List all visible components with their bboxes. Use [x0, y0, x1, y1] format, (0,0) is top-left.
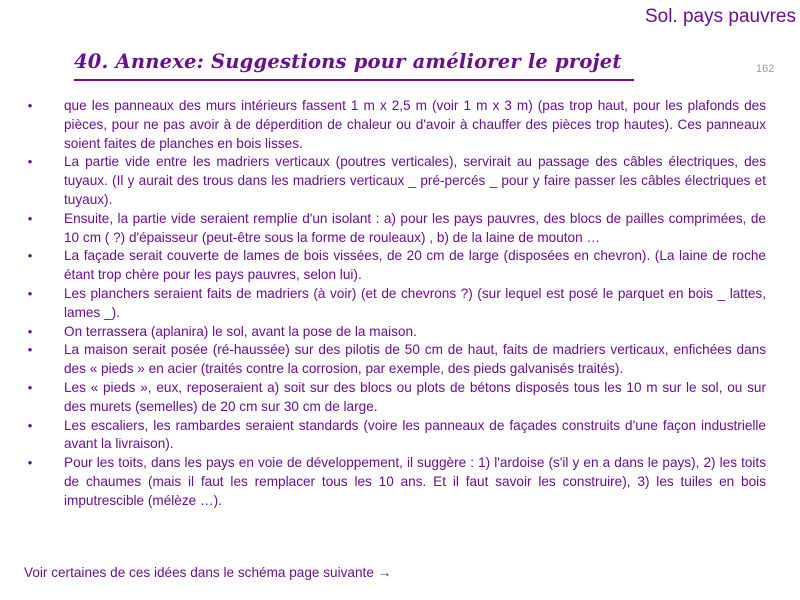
bullet-item [24, 341, 766, 379]
bullet-text: La partie vide entre les madriers verticaux (poutres verticales), servirait au passage des câbles électriques, des tuyaux. (Il y aurait des trous dans les madriers verticaux _ pré-percés _ pour y faire passer les câbles électriques et tuyaux). [64, 154, 766, 207]
bullet-item [24, 417, 766, 455]
bullet-text: Pour les toits, dans les pays en voie de développement, il suggère : 1) l'ardoise (s'il y en a dans le pays), 2) les toits de chaumes (mais il faut les remplacer tous les 10 ans. Et il faut savoir les construire), 3) les tuiles en bois imputrescible (mélèze …). [64, 455, 766, 508]
bullet-item [24, 210, 766, 248]
bullet-icon: • [27, 285, 33, 301]
bullet-text: La maison serait posée (ré-haussée) sur des pilotis de 50 cm de haut, faits de madriers verticaux, enfichées dans des « pieds » en acier (traités contre la corrosion, par exemple, des pieds galvanisés traités). [64, 342, 766, 377]
bullet-item [24, 454, 766, 510]
bullet-list [24, 97, 766, 511]
bullet-item [24, 247, 766, 285]
bullet-text: Les « pieds », eux, reposeraient a) soit sur des blocs ou plots de bétons disposés tous les 10 m sur le sol, ou sur des murets (semelles) de 20 cm sur 30 cm de large. [64, 379, 766, 414]
bullet-icon: • [27, 98, 33, 113]
bullet-item [24, 323, 766, 342]
bullet-icon: • [27, 379, 33, 395]
title-underline [74, 79, 634, 81]
slide-title: 40. Annexe: Suggestions pour améliorer le projet [74, 50, 622, 73]
bullet-item [24, 97, 766, 153]
bullet-text: La façade serait couverte de lames de bois vissées, de 20 cm de large (disposées en chevron). (La laine de roche étant trop chère pour les pays pauvres, selon lui). [64, 248, 766, 283]
bullet-item [24, 285, 766, 323]
bullet-icon: • [27, 248, 33, 264]
bullet-icon: • [27, 417, 33, 433]
bullet-text: On terrassera (aplanira) le sol, avant la pose de la maison. [64, 323, 417, 339]
bullet-item [24, 153, 766, 209]
header-title: Sol. pays pauvres [644, 6, 796, 27]
bullet-icon: • [27, 154, 33, 170]
bullet-icon: • [27, 455, 33, 471]
bullet-text: Ensuite, la partie vide seraient remplie d'un isolant : a) pour les pays pauvres, des blocs de pailles comprimées, de 10 cm ( ?) d'épaisseur (peut-être sous la forme de rouleaux) , b) de la laine de mouton … [64, 210, 766, 245]
bullet-text: que les panneaux des murs intérieurs fassent 1 m x 2,5 m (voir 1 m x 3 m) (pas trop haut, pour les plafonds des pièces, pour ne pas avoir à de déperdition de chaleur ou d'avoir à chauffer des pièces trop hautes). Ces panneaux soient faites de planches en bois lisses. [64, 98, 766, 151]
bullet-icon: • [27, 323, 33, 339]
bullet-icon: • [27, 210, 33, 226]
bullet-text: Les planchers seraient faits de madriers (à voir) (et de chevrons ?) (sur lequel est posé le parquet en bois _ lattes, lames _). [64, 285, 766, 320]
bullet-icon: • [27, 342, 33, 358]
next-page-link[interactable]: Voir certaines de ces idées dans le schéma page suivante → [24, 565, 392, 580]
page-number: 162 [756, 63, 775, 75]
bullet-text: Les escaliers, les rambardes seraient standards (voire les panneaux de façades construits d'une façon industrielle avant la livraison). [64, 417, 766, 452]
bullet-item [24, 379, 766, 417]
